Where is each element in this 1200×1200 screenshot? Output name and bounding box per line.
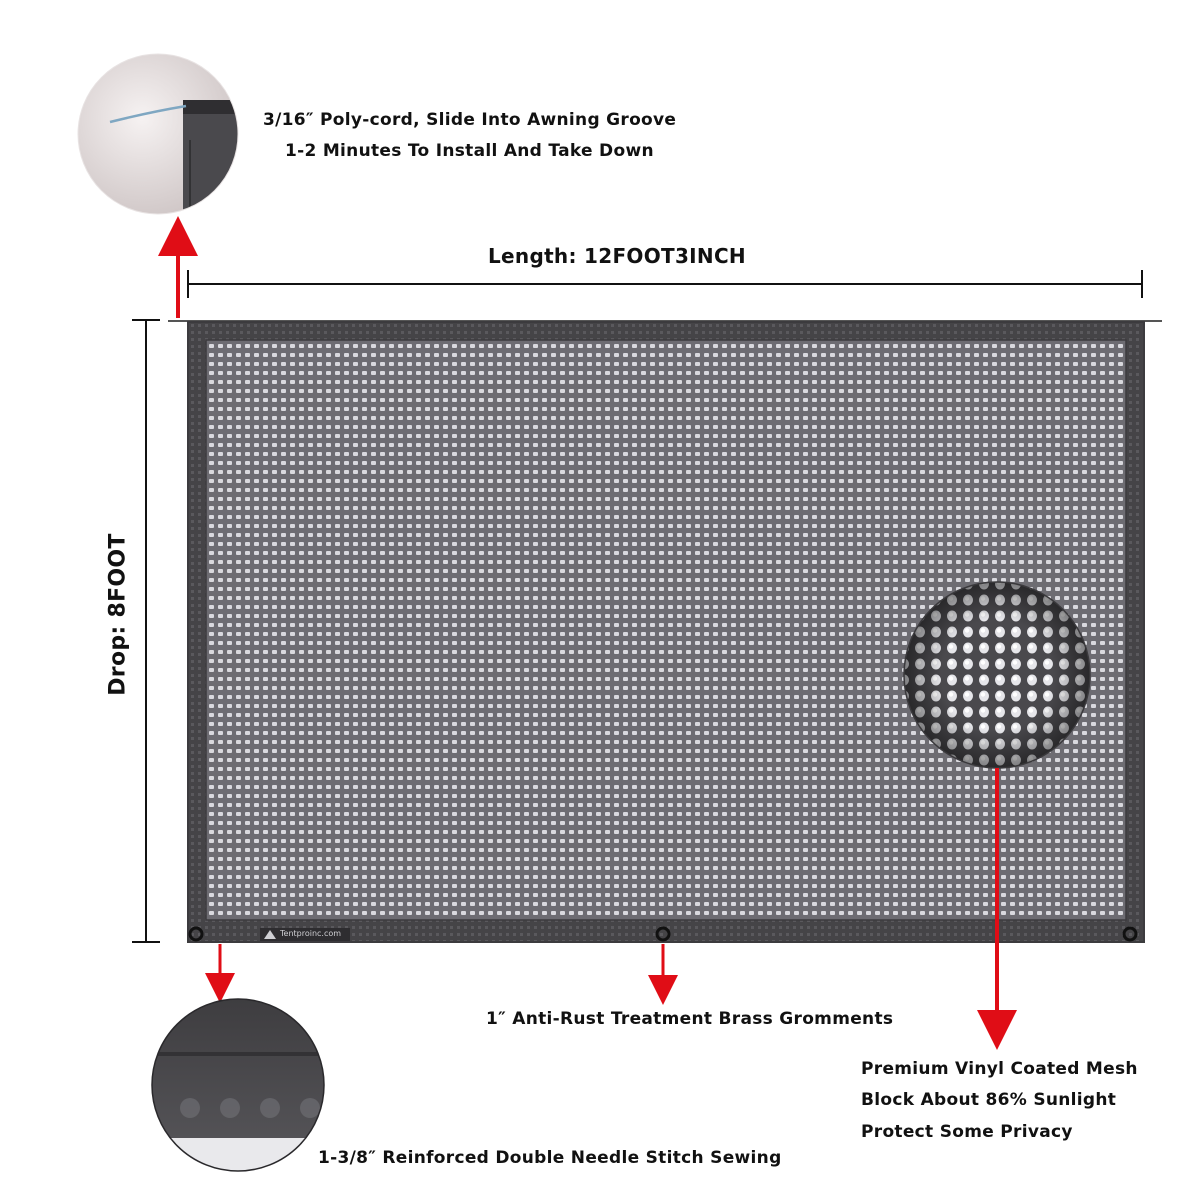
mesh-label-line3: Protect Some Privacy (861, 1122, 1073, 1142)
grommet-label: 1″ Anti-Rust Treatment Brass Gromments (486, 1009, 894, 1029)
length-label: Length: 12FOOT3INCH (488, 244, 746, 268)
drop-label: Drop: 8FOOT (105, 533, 131, 696)
sewing-label: 1-3/8″ Reinforced Double Needle Stitch Sewing (318, 1148, 782, 1168)
cord-label-line2: 1-2 Minutes To Install And Take Down (285, 141, 654, 161)
brand-watermark: Tentproinc.com (280, 929, 342, 938)
drop-dimension-line (132, 320, 160, 942)
cord-zoom-circle (78, 54, 243, 220)
mesh-label-line1: Premium Vinyl Coated Mesh (861, 1059, 1138, 1079)
length-dimension-line (188, 270, 1142, 298)
mesh-zoom-circle (904, 582, 1090, 768)
cord-label-line1: 3/16″ Poly-cord, Slide Into Awning Groove (263, 110, 677, 130)
mesh-label-line2: Block About 86% Sunlight (861, 1090, 1117, 1110)
sewing-zoom-circle (152, 999, 324, 1172)
